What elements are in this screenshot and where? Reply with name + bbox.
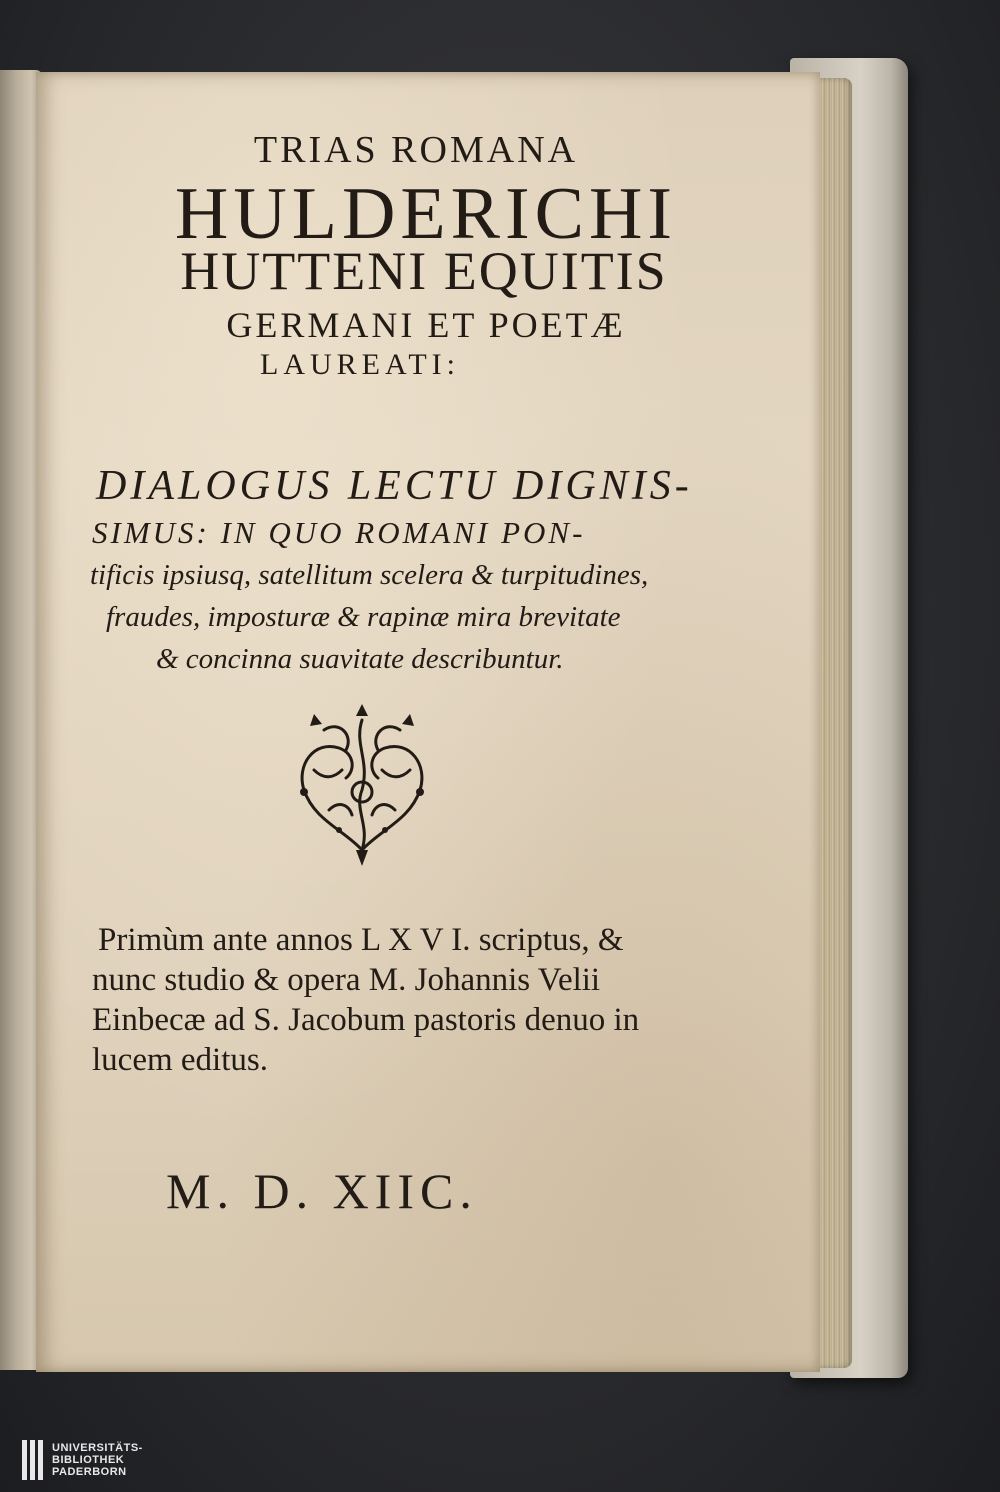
- library-logo-icon: [22, 1440, 44, 1480]
- imprint-line: Einbecæ ad S. Jacobum pastoris denuo in: [92, 1002, 640, 1038]
- imprint-block: [92, 920, 792, 1080]
- imprint-line: lucem editus.: [92, 1042, 268, 1078]
- subtitle-line: fraudes, imposturæ & rapinæ mira brevitate: [106, 601, 621, 633]
- subtitle-line: SIMUS: IN QUO ROMANI PON-: [92, 515, 586, 550]
- title-line-4: GERMANI ET POETÆ: [226, 305, 626, 345]
- imprint-line: nunc studio & opera M. Johannis Velii: [92, 962, 601, 998]
- library-logo-line: PADERBORN: [52, 1466, 127, 1478]
- subtitle-line: DIALOGUS LECTU DIGNIS-: [96, 463, 693, 509]
- library-logo-line: BIBLIOTHEK: [52, 1454, 125, 1466]
- publication-year: M. D. XIIC.: [166, 1163, 478, 1219]
- subtitle-block: [86, 464, 746, 680]
- library-logo-line: UNIVERSITÄTS-: [52, 1442, 143, 1454]
- subtitle-line: & concinna suavitate describuntur.: [156, 643, 564, 675]
- title-line-1: TRIAS ROMANA: [253, 129, 579, 171]
- title-line-2: HULDERICHI: [174, 173, 678, 255]
- title-line-3: HUTTENI EQUITIS: [180, 241, 668, 301]
- imprint-line: Primùm ante annos L X V I. scriptus, &: [98, 922, 624, 958]
- title-page: [36, 72, 820, 1372]
- printers-ornament-icon: [284, 700, 440, 870]
- subtitle-line: tificis ipsiusq, satellitum scelera & turpitudines,: [90, 559, 649, 591]
- title-line-5: LAUREATI:: [260, 348, 460, 381]
- library-logo: [22, 1440, 143, 1480]
- library-logo-text: [52, 1442, 143, 1478]
